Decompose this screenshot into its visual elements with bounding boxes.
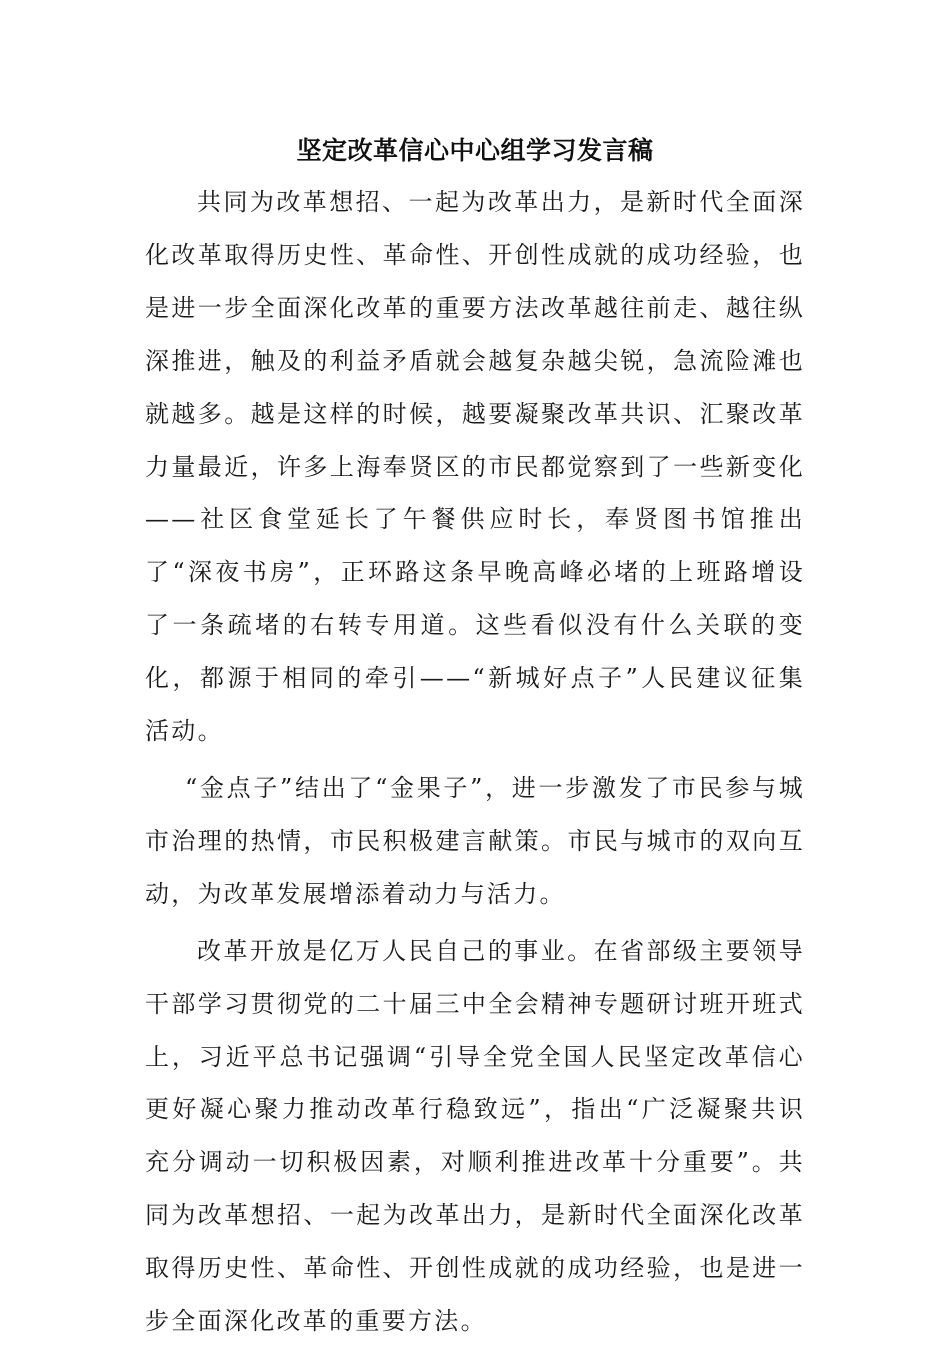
paragraph-3: 改革开放是亿万人民自己的事业。在省部级主要领导干部学习贯彻党的二十届三中全会精神专题研讨班开班式上，习近平总书记强调“引导全党全国人民坚定改革信心更好凝心聚力推动改革行稳致远”，指出“广泛凝聚共识充分调动一切积极因素，对顺利推进改革十分重要”。共同为改革想招、一起为改革出力，是新时代全面深化改革取得历史性、革命性、开创性成就的成功经验，也是进一步全面深化改革的重要方法。	[145, 936, 805, 1336]
document-body	[145, 176, 805, 1348]
paragraph-1: 共同为改革想招、一起为改革出力，是新时代全面深化改革取得历史性、革命性、开创性成就的成功经验，也是进一步全面深化改革的重要方法改革越往前走、越往纵深推进，触及的利益矛盾就会越复杂越尖锐，急流险滩也就越多。越是这样的时候，越要凝聚改革共识、汇聚改革力量最近，许多上海奉贤区的市民都觉察到了一些新变化——社区食堂延长了午餐供应时长，奉贤图书馆推出了“深夜书房”，正环路这条早晚高峰必堵的上班路增设了一条疏堵的右转专用道。这些看似没有什么关联的变化，都源于相同的牵引——“新城好点子”人民建议征集活动。	[145, 188, 805, 746]
document-title: 坚定改革信心中心组学习发言稿	[296, 136, 654, 165]
paragraph-2: “金点子”结出了“金果子”，进一步激发了市民参与城市治理的热情，市民积极建言献策。市民与城市的双向互动，为改革发展增添着动力与活力。	[145, 773, 805, 908]
